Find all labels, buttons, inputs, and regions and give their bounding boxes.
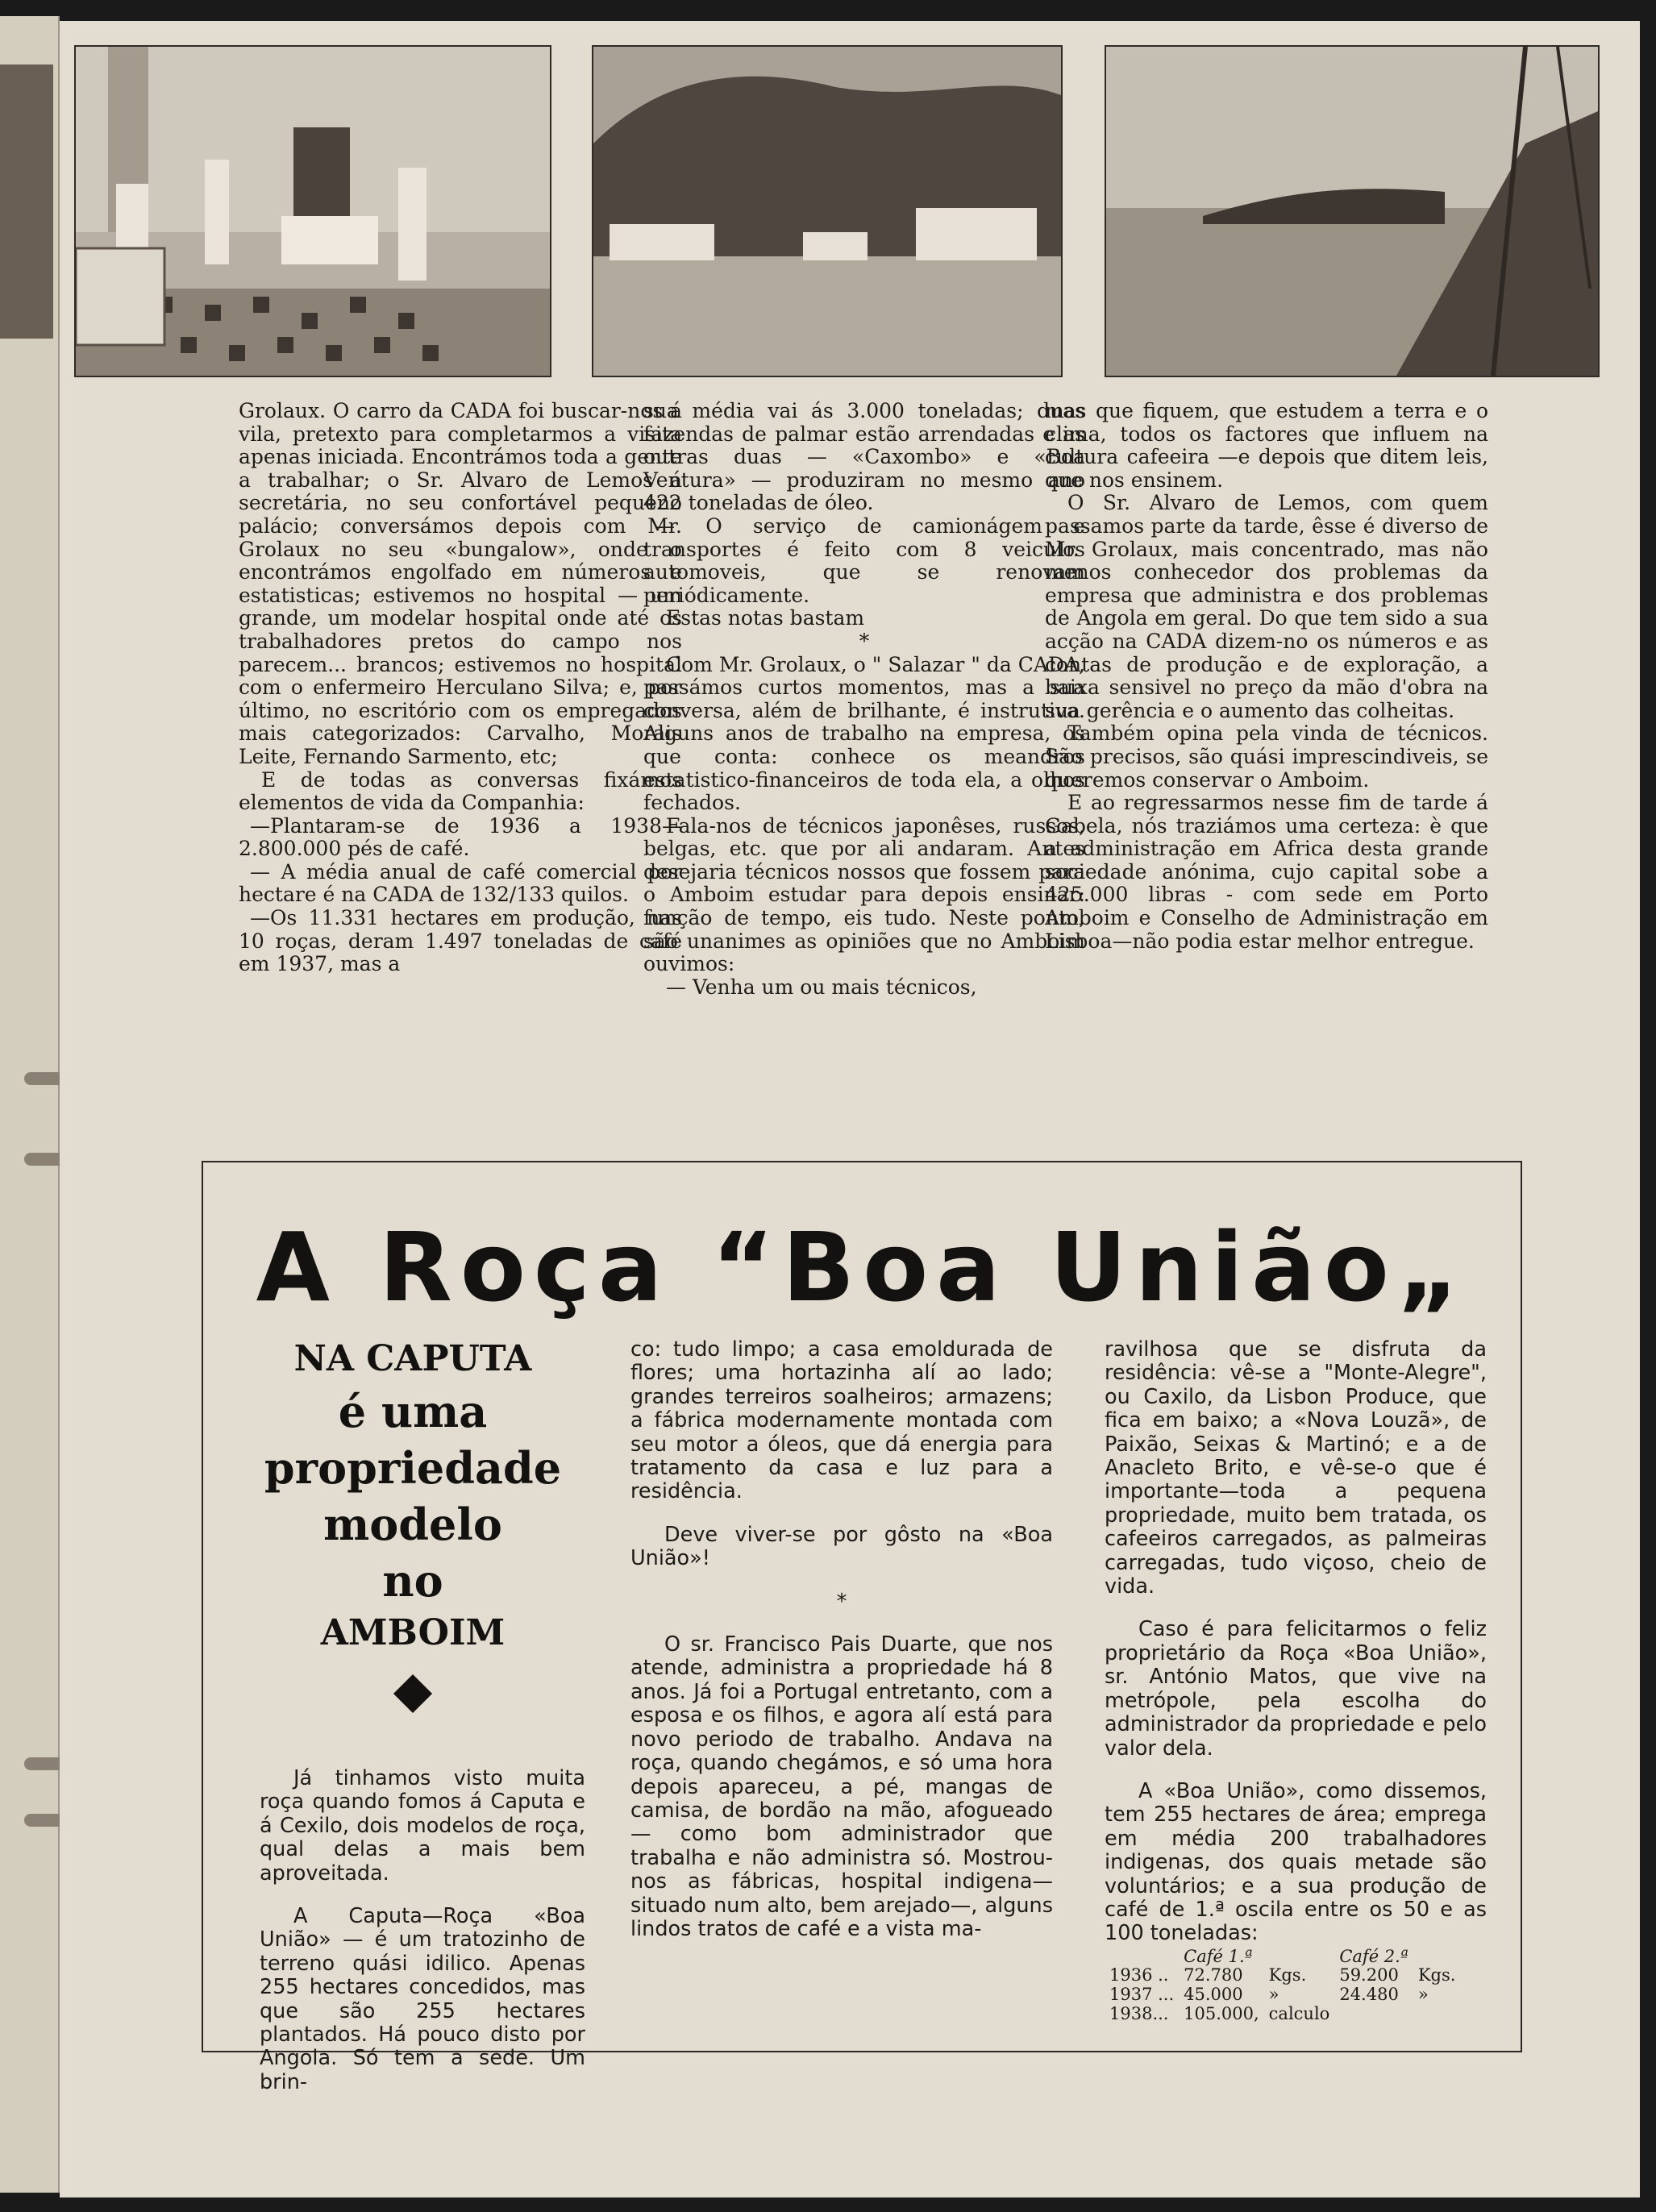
paragraph: Grolaux. O carro da CADA foi buscar-nos á vila, pretexto para completarmos a visita apenas iniciada. Encontrámos toda a gente a trabalhar; o Sr. Alvaro de Lemos á secretária, no seu confortável pequeno palácio; conversámos depois com Mr. Grolaux no seu «bungalow», onde o encontrámos engolfado em números e estatisticas; estivemos no hospital — um grande, um modelar hospital onde até os trabalhadores pretos do campo nos parecem... brancos; estivemos no hospital com o enfermeiro Herculano Silva; e, por último, no escritório com os empregados mais categorizados: Carvalho, Morais Leite, Fernando Sarmento, etc; (239, 399, 682, 768)
subheadline-line: no (382, 1555, 443, 1607)
binding-staple (24, 1072, 64, 1085)
table-header (1264, 1948, 1335, 1965)
roca-buildings-photo (592, 45, 1063, 377)
headline-part: A (256, 1212, 338, 1323)
river-landscape-photo (1105, 45, 1600, 377)
headline-part: “Boa (711, 1212, 1009, 1323)
table-row (1105, 1965, 1460, 1985)
headline-part: Roça (379, 1212, 671, 1323)
article-column-1 (239, 400, 682, 976)
table-cell (1334, 2004, 1413, 2023)
section-separator: * (836, 1589, 847, 1614)
table-cell: calculo (1268, 2003, 1330, 2023)
paragraph: Deve viver-se por gôsto na «Boa União»! (630, 1522, 1053, 1571)
previous-page-photo-fragment (0, 64, 53, 339)
headline-part: União„ (1049, 1212, 1468, 1323)
previous-page-edge (0, 16, 60, 2193)
table-header-row (1105, 1948, 1460, 1965)
table-cell: 72.780 (1184, 1965, 1243, 1985)
article-headline (203, 1211, 1521, 1324)
subheadline-line: propriedade (264, 1442, 562, 1494)
binding-staple (24, 1757, 64, 1770)
paragraph: Também opina pela vinda de técnicos. São precisos, são quási imprescindiveis, se queremos conservar o Amboim. (1045, 721, 1488, 792)
article-column-3 (1045, 400, 1488, 953)
paragraph: —Plantaram-se de 1936 a 1938— 2.800.000 pés de café. (239, 813, 682, 861)
table-cell: 1937 ... (1109, 1984, 1175, 2004)
paragraph: —Os 11.331 hectares em produção, nas 10 roças, deram 1.497 toneladas de café em 1937, mas a (239, 906, 682, 976)
paragraph: co: tudo limpo; a casa emoldurada de flores; uma hortazinha alí ao lado; grandes terreiros soalheiros; armazens; a fábrica modernamente montada com seu motor a óleos, que dá energia para tratamento da casa e luz para a residência. (630, 1337, 1053, 1504)
table-cell: 1936 .. (1109, 1965, 1169, 1985)
table-cell: Kgs. (1268, 1965, 1307, 1985)
paragraph: sua média vai ás 3.000 toneladas; duas fazendas de palmar estão arrendadas e as outras duas — «Caxombo» e «Boa Ventura» — produziram no mesmo ano 422 toneladas de óleo. (643, 399, 1085, 515)
paragraph: ravilhosa que se disfruta da residência: vê-se a "Monte-Alegre", ou Caxilo, da Lisbon Produce, que fica em baixo; a «Nova Louzã», de Paixão, Seixas & Martinó; e a de Anacleto Brito, e vê-se-o que é importante—toda a pequena propriedade, muito bem tratada, os cafeeiros carregados, as palmeiras carregadas, tudo viçoso, cheio de vida. (1105, 1337, 1487, 1599)
table-cell: 1938... (1109, 2003, 1169, 2023)
hospital-ward-photo (74, 45, 551, 377)
paragraph: E de todas as conversas fixámos elementos de vida da Companhia: (239, 767, 682, 815)
paragraph: mas que fiquem, que estudem a terra e o clima, todos os factores que influem na cultura cafeeira —e depois que ditem leis, que nos ensinem. (1045, 399, 1488, 492)
table-cell: 105.000, (1184, 2003, 1259, 2023)
box-column-2 (630, 1338, 1053, 1960)
paragraph: — A média anual de café comercial por hectare é na CADA de 132/133 quilos. (239, 859, 682, 907)
article-subheadline (252, 1335, 574, 1707)
table-cell: 24.480 (1339, 1984, 1399, 2004)
paragraph: Caso é para felicitarmos o feliz proprietário da Roça «Boa União», sr. António Matos, que vive na metrópole, pela escolha do administrador da propriedade e pelo valor dela. (1105, 1617, 1487, 1761)
paragraph: A Caputa—Roça «Boa União» — é um tratozinho de terreno quási idilico. Apenas 255 hectares concedidos, mas que são 255 hectares plantados. Há pouco disto por Angola. Só tem a sede. Um brin- (260, 1904, 585, 2094)
table-row (1105, 1985, 1460, 2004)
table-cell: 59.200 (1339, 1965, 1399, 1985)
magazine-page (60, 21, 1640, 2197)
paragraph: O Sr. Alvaro de Lemos, com quem passamos parte da tarde, êsse é diverso de Mr. Grolaux, mais concentrado, mas não menos conhecedor dos problemas da empresa que administra e dos problemas de Angola em geral. Do que tem sido a sua acção na CADA dizem-no os números e as contas de produção e de exploração, a baixa sensivel no preço da mão d'obra na sua gerência e o aumento das colheitas. (1045, 491, 1488, 722)
table-cell: Kgs. (1417, 1965, 1456, 1985)
table-header: Café 1.ª (1184, 1946, 1253, 1966)
paragraph: E ao regressarmos nesse fim de tarde á Gabela, nós traziámos uma certeza: è que a administração em Africa desta grande sociedade anónima, cujo capital sobe a 425.000 libras - com sede em Porto Amboim e Conselho de Administração em Lisboa—não podia estar melhor entregue. (1045, 791, 1488, 953)
paragraph: A «Boa União», como dissemos, tem 255 hectares de área; emprega em média 200 trabalhadores indigenas, dos quais metade são voluntários; e a sua produção de café de 1.ª oscila entre os 50 e as 100 toneladas: (1105, 1778, 1487, 1946)
coffee-production-table (1105, 1948, 1460, 2023)
subheadline-line: AMBOIM (320, 1612, 506, 1653)
table-header (1413, 1948, 1461, 1965)
table-cell: » (1268, 1984, 1279, 2004)
table-cell (1413, 2004, 1461, 2023)
section-separator: * (859, 629, 870, 653)
paragraph: Fala-nos de técnicos japonêses, russos, belgas, etc. que por ali andaram. Antes desejaria técnicos nossos que fossem para o Amboim estudar para depois ensinar: função de tempo, eis tudo. Neste ponto, são unanimes as opiniões que no Amboim ouvimos: (643, 813, 1085, 976)
boa-uniao-article-box (202, 1161, 1522, 2094)
box-column-1 (260, 1767, 585, 2114)
subheadline-line: modelo (323, 1499, 502, 1550)
paragraph: — Venha um ou mais técnicos, (666, 975, 977, 999)
table-row (1105, 2004, 1460, 2023)
binding-staple (24, 1153, 64, 1166)
table-cell: » (1417, 1984, 1429, 2004)
subheadline-line: NA CAPUTA (293, 1338, 532, 1379)
table-cell: 45.000 (1184, 1984, 1243, 2004)
diamond-ornament-icon (393, 1674, 432, 1713)
paragraph: O sr. Francisco Pais Duarte, que nos atende, administra a propriedade há 8 anos. Já foi a Portugal entretanto, com a esposa e os filhos, e agora alí está para novo periodo de trabalho. Andava na roça, quando chegámos, e só uma hora depois apareceu, a pé, mangas de camisa, de bordão na mão, afogueado — como bom administrador que trabalha e não administra só. Mostrou-nos as fábricas, hospital indigena—situado num alto, bem arejado—, alguns lindos tratos de café e a vista ma- (630, 1632, 1053, 1941)
subheadline-line: é uma (338, 1386, 488, 1437)
article-column-2 (643, 400, 1085, 999)
binding-staple (24, 1814, 64, 1827)
table-header (1105, 1948, 1179, 1965)
table-header: Café 2.ª (1339, 1946, 1408, 1966)
paragraph: Com Mr. Grolaux, o " Salazar " da CADA, passámos curtos momentos, mas a sua conversa, além de brilhante, é instrutiva. Alguns anos de trabalho na empresa, os que conta: conhece os meandros estatistico-financeiros de toda ela, a olhos fechados. (643, 652, 1085, 815)
paragraph: Já tinhamos visto muita roça quando fomos á Caputa e á Cexilo, dois modelos de roça, qual delas a mais bem aproveitada. (260, 1766, 585, 1886)
paragraph: — O serviço de camionágem e transportes é feito com 8 veiculos automoveis, que se renovam periódicamente. (643, 514, 1085, 607)
paragraph: Estas notas bastam (666, 606, 865, 630)
box-column-3 (1105, 1338, 1487, 2023)
